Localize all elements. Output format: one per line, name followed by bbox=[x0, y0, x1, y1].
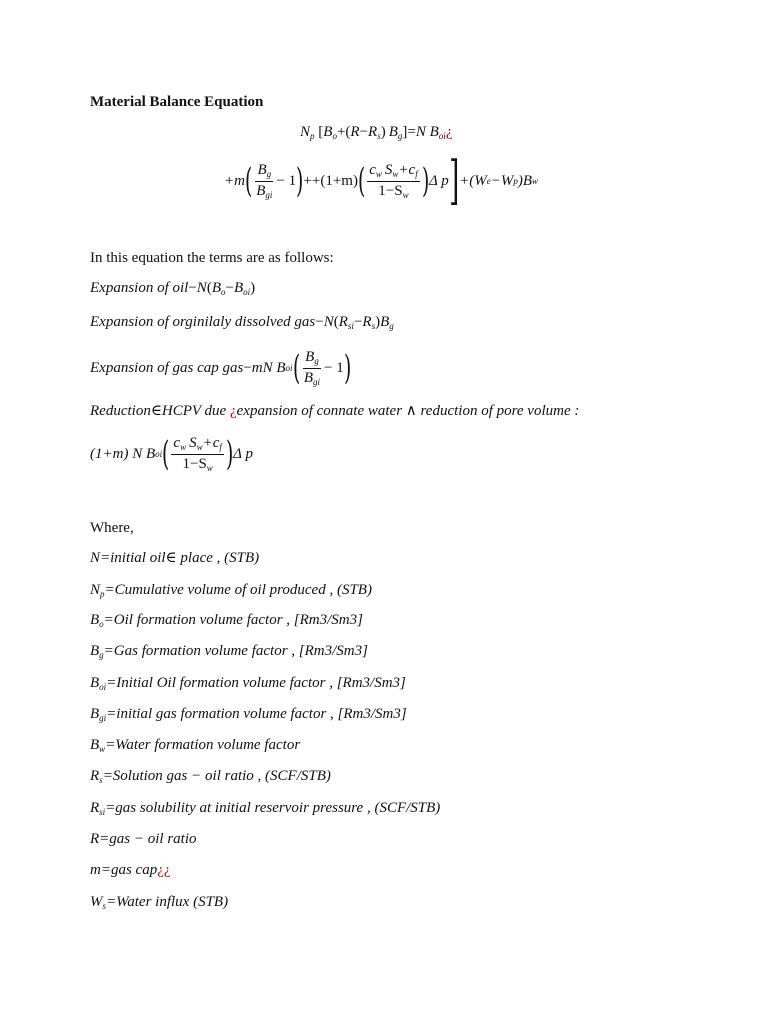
definition-item: $B_w=Water$ formation volume factor bbox=[90, 737, 301, 754]
render-error-glyph: ¿ bbox=[445, 124, 453, 140]
eq-np: $N_p$ bbox=[300, 124, 315, 141]
term-reduction-equation: (1+m) N B oi ( $\frac{c_w S_w+c_f}{1-S_w}$ ) Δ p bbox=[90, 434, 253, 474]
definition-item: R=gas − oil ratio bbox=[90, 831, 197, 847]
document-title: Material Balance Equation bbox=[90, 94, 264, 110]
eq-bo: B bbox=[323, 124, 333, 140]
definition-item: $N_p=Cumulative$ volume of oil produced , (STB) bbox=[90, 582, 372, 599]
fraction-bg-over-bgi: $\frac{B_g}{B_{gi}}$ bbox=[256, 161, 273, 200]
definition-item: N=initial oil∈ place , (STB) bbox=[90, 550, 260, 566]
definition-item: $R_{si}=gas$ solubility at initial reservoir pressure , (SCF/STB) bbox=[90, 800, 441, 817]
where-label: Where, bbox=[90, 520, 134, 536]
definition-item: $B_{gi}=initial$ gas formation volume factor , [Rm3/Sm3] bbox=[90, 706, 407, 723]
definition-item: $B_{oi}=Initial$ Oil formation volume factor , [Rm3/Sm3] bbox=[90, 675, 406, 692]
term-gas-cap: Expansion of gas cap gas − mN B oi ( $\frac{B_g}{B_{gi}}$ − 1 ) bbox=[90, 348, 352, 388]
fraction-compressibility: $\frac{c_w S_w+c_f}{1-S_w}$ bbox=[369, 161, 418, 200]
term-dissolved-gas: Expansion of orginilaly dissolved $gas-N(R_{si}-R_s)B_g$ bbox=[90, 314, 394, 331]
render-error-glyph: ¿ bbox=[229, 403, 237, 419]
eq-bracket-open: [ bbox=[318, 124, 324, 140]
term-oil-expansion: Expansion of $oil-N(B_o-B_{oi})$ bbox=[90, 280, 256, 297]
definition-item: m=gas cap¿¿ bbox=[90, 862, 171, 878]
definition-item: $B_o=Oil$ formation volume factor , [Rm3/Sm3] bbox=[90, 612, 363, 629]
definition-item: $W_s=Water$ influx (STB) bbox=[90, 894, 229, 911]
definition-item: $B_g=Gas$ formation volume factor , [Rm3/Sm3] bbox=[90, 643, 368, 660]
render-error-glyph: ¿¿ bbox=[157, 862, 171, 878]
intro-text: In this equation the terms are as follows: bbox=[90, 250, 334, 266]
equation-line-2: +m ( $\frac{B_g}{B_{gi}}$ − 1 ) ++(1+m) ( $\frac{c_w S_w+c_f}{1-S_w}$ ) Δ p ] +(W e −W p )B w bbox=[224, 151, 539, 211]
definition-item: $R_s=Solution$ gas − oil ratio , (SCF/STB) bbox=[90, 768, 331, 785]
equation-line-1: $N_p$ [$B_o+(R-R_s)$ $B_g]=N$ $B_{oi}¿$ bbox=[300, 124, 453, 141]
term-reduction: Reduction∈HCPV due ¿expansion of connate water ∧ reduction of pore volume : bbox=[90, 403, 580, 419]
